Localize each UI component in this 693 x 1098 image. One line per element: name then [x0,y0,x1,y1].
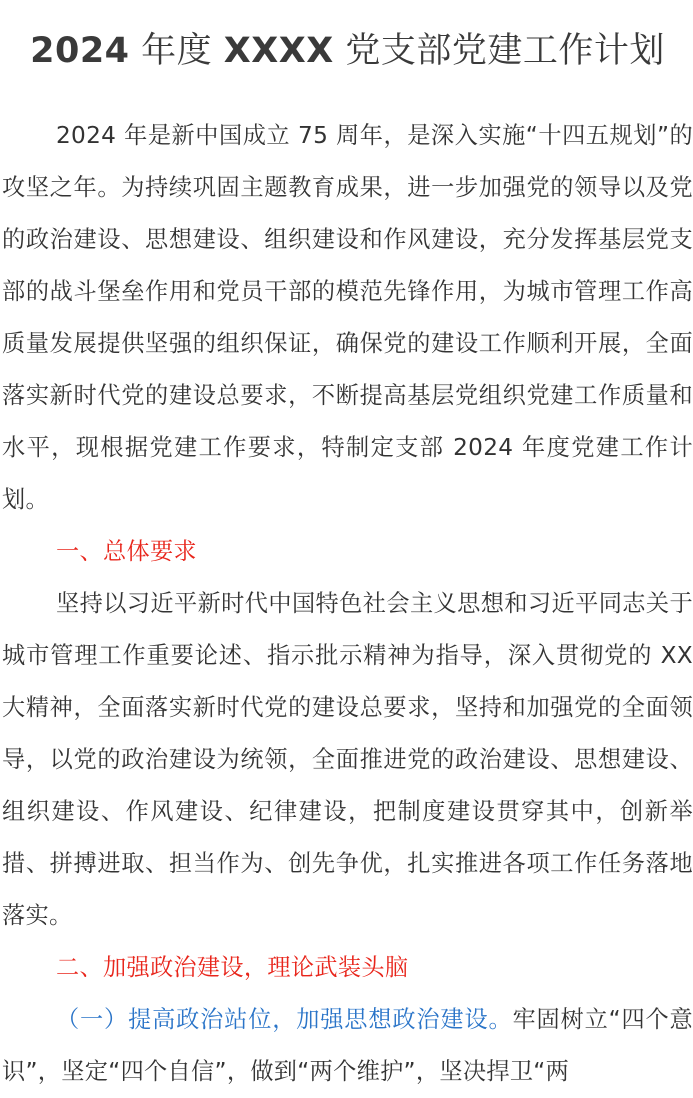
sub-section-text: 牢固树立“四个意识”，坚定“四个自信”，做到“两个维护”，坚决捍卫“两 [2,1006,693,1085]
title-year: 2024 [30,31,130,71]
sub-heading-political-stance: （一）提高政治站位，加强思想政治建设。 [56,1006,513,1033]
intro-paragraph: 2024 年是新中国成立 75 周年，是深入实施“十四五规划”的攻坚之年。为持续巩固主题教育成果，进一步加强党的领导以及党的政治建设、思想建设、组织建设和作风建设，充分发挥基层党支部的战斗堡垒作用和党员干部的模范先锋作用，为城市管理工作高质量发展提供坚强的组织保证，确保党的建设工作顺利开展，全面落实新时代党的建设总要求，不断提高基层党组织党建工作质量和水平，现根据党建工作要求，特制定支部 2024 年度党建工作计划。 [2,122,693,513]
requirements-paragraph: 坚持以习近平新时代中国特色社会主义思想和习近平同志关于城市管理工作重要论述、指示批示精神为指导，深入贯彻党的 XX 大精神，全面落实新时代党的建设总要求，坚持和加强党的全面领导，以党的政治建设为统领，全面推进党的政治建设、思想建设、组织建设、作风建设、纪律建设，把制度建设贯穿其中，创新举措、拼搏进取、担当作为、创先争优，扎实推进各项工作任务落地落实。 [2,590,693,929]
title-middle: 年度 [129,31,224,71]
title-tail: 党支部党建工作计划 [333,31,665,71]
title-org: XXXX [223,31,334,71]
document-title [2,0,693,70]
sub-section-paragraph [2,994,693,1098]
section-heading-general-requirements: 一、总体要求 [56,538,197,565]
section-heading-political-building: 二、加强政治建设，理论武装头脑 [56,954,409,981]
document-body [2,110,693,1098]
